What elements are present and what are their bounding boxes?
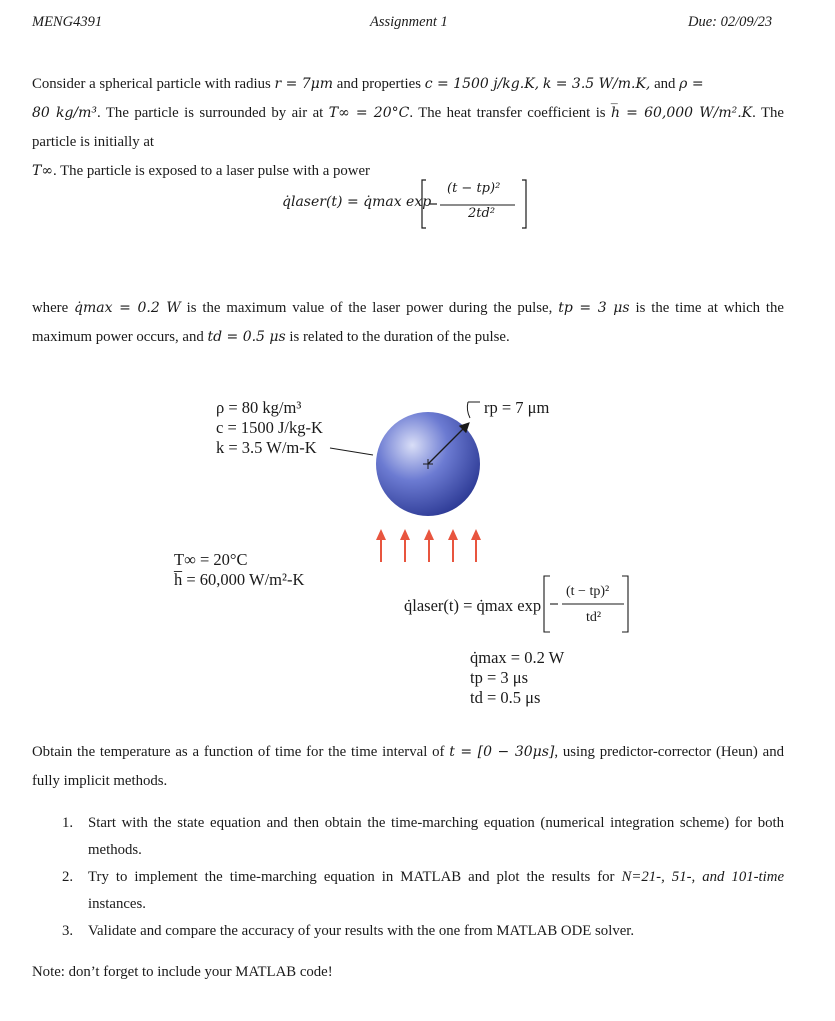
equation-numerator: (t − tp)² bbox=[447, 181, 501, 196]
specific-heat-expr: c = 1500 j/kg.K, bbox=[424, 76, 540, 92]
figure-graphics bbox=[0, 390, 835, 720]
list-item bbox=[62, 810, 784, 864]
density-lhs: ρ = bbox=[679, 76, 704, 92]
density-label: ρ = 80 kg/m³ bbox=[216, 398, 302, 417]
tp-label: tp = 3 μs bbox=[470, 668, 529, 687]
intro-text-2: and properties bbox=[336, 76, 421, 92]
where-text-2: is the maximum value of the laser power during the pulse, bbox=[186, 300, 553, 316]
figure-laser-eq-lhs: q̇laser(t) = q̇max exp bbox=[404, 596, 542, 615]
where-text-4: is related to the duration of the pulse. bbox=[289, 329, 510, 345]
figure bbox=[0, 390, 835, 720]
specific-heat-label: c = 1500 J/kg-K bbox=[216, 418, 323, 437]
ambient-temp-expr: T∞ = 20°C bbox=[328, 105, 410, 121]
task-text-2: , using predictor-corrector (Heun) and fully implicit methods. bbox=[32, 744, 785, 789]
list-item bbox=[62, 918, 784, 946]
intro-paragraph bbox=[32, 70, 784, 186]
td-label: td = 0.5 μs bbox=[470, 688, 541, 707]
where-paragraph bbox=[32, 294, 784, 352]
time-interval-expr: t = [0 − 30μs] bbox=[449, 744, 555, 760]
equation-lhs: q̇laser(t) = q̇max exp bbox=[282, 194, 432, 210]
ambient-list bbox=[174, 550, 304, 590]
radius-label: rp = 7 μm bbox=[484, 398, 550, 417]
list-number: 2. bbox=[62, 869, 74, 885]
heat-transfer-coef-expr: h̅ = 60,000 W/m².K bbox=[610, 105, 753, 121]
list-text: Validate and compare the accuracy of your results with the one from MATLAB ODE solver. bbox=[88, 923, 635, 939]
list-text-a: Try to implement the time-marching equation in MATLAB and plot the results for bbox=[88, 869, 615, 885]
heat-coef-label: h̅ = 60,000 W/m²-K bbox=[174, 570, 305, 589]
td-expr: td = 0.5 μs bbox=[207, 329, 286, 345]
property-list bbox=[216, 398, 323, 458]
laser-arrows bbox=[376, 529, 481, 562]
figure-laser-eq-den: td² bbox=[586, 610, 602, 625]
conductivity-expr: k = 3.5 W/m.K, bbox=[542, 76, 651, 92]
due-date: Due: 02/09/23 bbox=[688, 14, 773, 30]
list-text-c: instances. bbox=[88, 896, 146, 912]
intro-text-1: Consider a spherical particle with radius bbox=[32, 76, 271, 92]
task-text-1: Obtain the temperature as a function of time for the time interval of bbox=[32, 744, 445, 760]
radius-expr: r = 7μm bbox=[274, 76, 334, 92]
note: Note: don’t forget to include your MATLAB code! bbox=[32, 964, 333, 980]
assignment-title: Assignment 1 bbox=[370, 14, 448, 30]
course-code: MENG4391 bbox=[32, 14, 103, 30]
ambient-temp-label: T∞ = 20°C bbox=[174, 550, 248, 569]
list-number: 3. bbox=[62, 923, 74, 939]
intro-text-5: . The heat transfer coefficient is bbox=[409, 105, 606, 121]
list-number: 1. bbox=[62, 815, 74, 831]
intro-text-6: . The particle is initially at bbox=[32, 105, 784, 150]
intro-text-3: and bbox=[654, 76, 676, 92]
laser-power-equation bbox=[282, 176, 542, 232]
qmax-expr: q̇max = 0.2 W bbox=[74, 300, 181, 316]
leader-line bbox=[330, 448, 373, 455]
list-text: Start with the state equation and then obtain the time-marching equation (numerical integration scheme) for both methods. bbox=[88, 815, 784, 858]
where-text-3: is the time at which the maximum power occurs, and bbox=[32, 300, 784, 345]
list-text-b: N=21-, 51-, and 101-time bbox=[621, 869, 785, 885]
figure-laser-eq-num: (t − tp)² bbox=[566, 584, 610, 599]
list-item bbox=[62, 864, 784, 918]
conductivity-label: k = 3.5 W/m-K bbox=[216, 438, 317, 457]
density-value: 80 kg/m³ bbox=[32, 105, 98, 121]
where-text-1: where bbox=[32, 300, 69, 316]
equation-denominator: 2td² bbox=[468, 206, 496, 221]
parameter-list bbox=[470, 648, 564, 708]
list-text bbox=[88, 864, 784, 918]
tp-expr: tp = 3 μs bbox=[558, 300, 630, 316]
task-paragraph bbox=[32, 738, 784, 796]
intro-text-4: . The particle is surrounded by air at bbox=[97, 105, 324, 121]
intro-text-7: . The particle is exposed to a laser pulse with a power bbox=[53, 163, 370, 179]
qmax-label: q̇max = 0.2 W bbox=[470, 648, 565, 667]
ambient-temp-symbol: T∞ bbox=[32, 163, 53, 179]
